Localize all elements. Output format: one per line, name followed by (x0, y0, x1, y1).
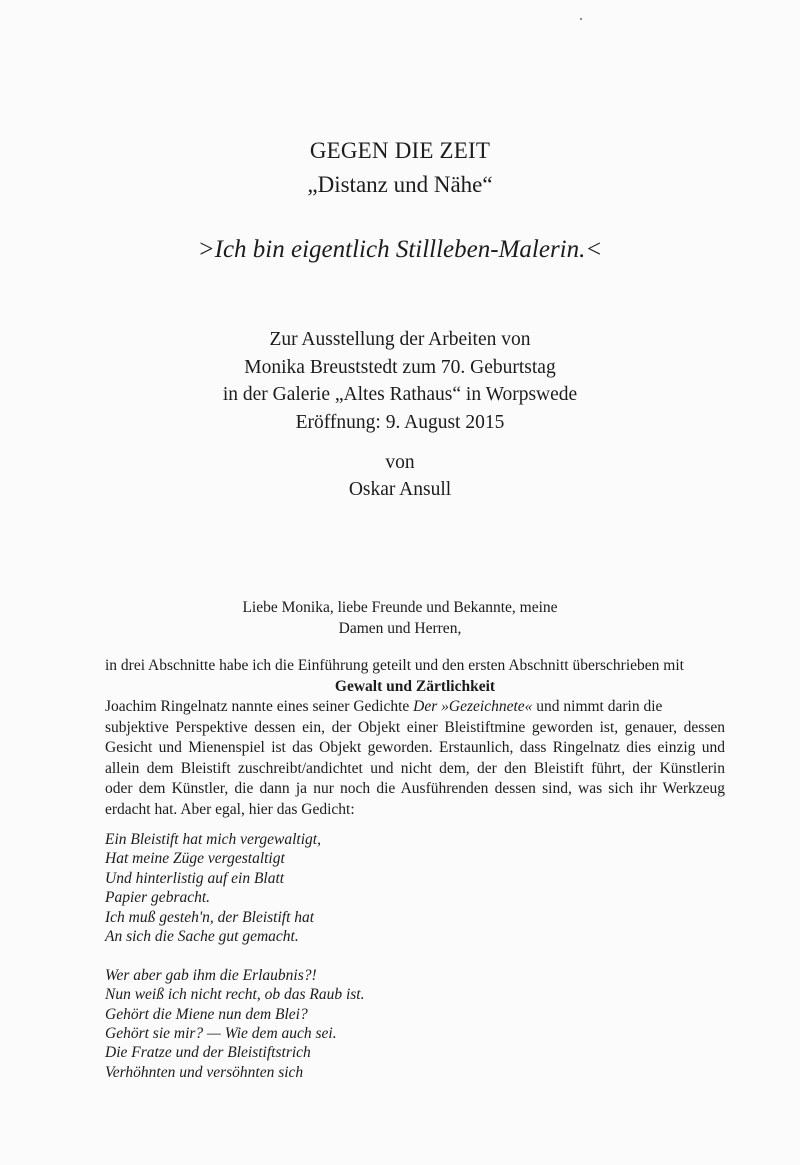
stanza-gap (105, 946, 364, 965)
intro-line: in drei Abschnitte habe ich die Einführung geteilt und den ersten Abschnitt überschrieben mit (105, 657, 684, 674)
greeting-line: Damen und Herren, (338, 620, 462, 637)
paragraph-line: subjektive Perspektive dessen ein, der Objekt einer Bleistiftmine geworden ist, genauer, dessen (105, 718, 725, 736)
paragraph-text: Joachim Ringelnatz nannte eines seiner Gedichte (105, 698, 414, 715)
document-subtitle: „Distanz und Nähe“ (307, 172, 493, 197)
poem-line: Und hinterlistig auf ein Blatt (105, 869, 285, 887)
greeting-line: Liebe Monika, liebe Freunde und Bekannte, meine (242, 599, 558, 616)
poem-line: Gehört sie mir? — Wie dem auch sei. (105, 1024, 337, 1042)
poem (105, 830, 364, 1082)
poem-line: Die Fratze und der Bleistiftstrich (105, 1044, 311, 1062)
exhibition-info (0, 326, 800, 436)
paragraph-line: oder dem Künstler, die dann ja nur noch die Ausführenden dessen sind, was sich ihr Werkzeug (105, 780, 725, 797)
paragraph-line (105, 697, 725, 718)
paragraph-text: und nimmt darin die (532, 698, 663, 715)
poem-line: Ein Bleistift hat mich vergewaltigt, (105, 831, 321, 848)
poem-line: Papier gebracht. (105, 889, 211, 907)
speck-mark (580, 18, 582, 20)
quote-line: >Ich bin eigentlich Stillleben-Malerin.< (197, 236, 603, 263)
poem-line: Gehört die Miene nun dem Blei? (105, 1005, 308, 1023)
byline-von: von (385, 452, 415, 473)
poem-line: An sich die Sache gut gemacht. (105, 927, 299, 945)
poem-title: Der »Gezeichnete« (413, 698, 533, 715)
document-title: GEGEN DIE ZEIT (309, 138, 491, 163)
info-line: Monika Breuststedt zum 70. Geburtstag (244, 356, 556, 378)
poem-line: Ich muß gesteh'n, der Bleistift hat (105, 908, 315, 926)
poem-line: Hat meine Züge vergestaltigt (105, 850, 285, 868)
poem-line: Verhöhnten und versöhnten sich (105, 1063, 304, 1081)
body-text (105, 656, 725, 820)
poem-line: Nun weiß ich nicht recht, ob das Raub ist. (105, 986, 365, 1004)
paragraph-line: Gesicht und Mienenspiel ist das Objekt geworden. Erstaunlich, dass Ringelnatz dies einzig und (105, 739, 725, 756)
info-line: Zur Ausstellung der Arbeiten von (269, 329, 531, 350)
paragraph-line: allein dem Bleistift zuschreibt/andichtet und nicht dem, der den Bleistift führt, der Künstlerin (105, 759, 725, 777)
info-line: in der Galerie „Altes Rathaus“ in Worpswede (222, 384, 578, 405)
section-heading: Gewalt und Zärtlichkeit (334, 677, 496, 695)
paragraph-line: erdacht hat. Aber egal, hier das Gedicht: (105, 800, 355, 818)
poem-line: Wer aber gab ihm die Erlaubnis?! (105, 966, 317, 984)
author-name: Oskar Ansull (348, 479, 452, 500)
greeting (0, 597, 800, 639)
info-line: Eröffnung: 9. August 2015 (295, 411, 505, 433)
